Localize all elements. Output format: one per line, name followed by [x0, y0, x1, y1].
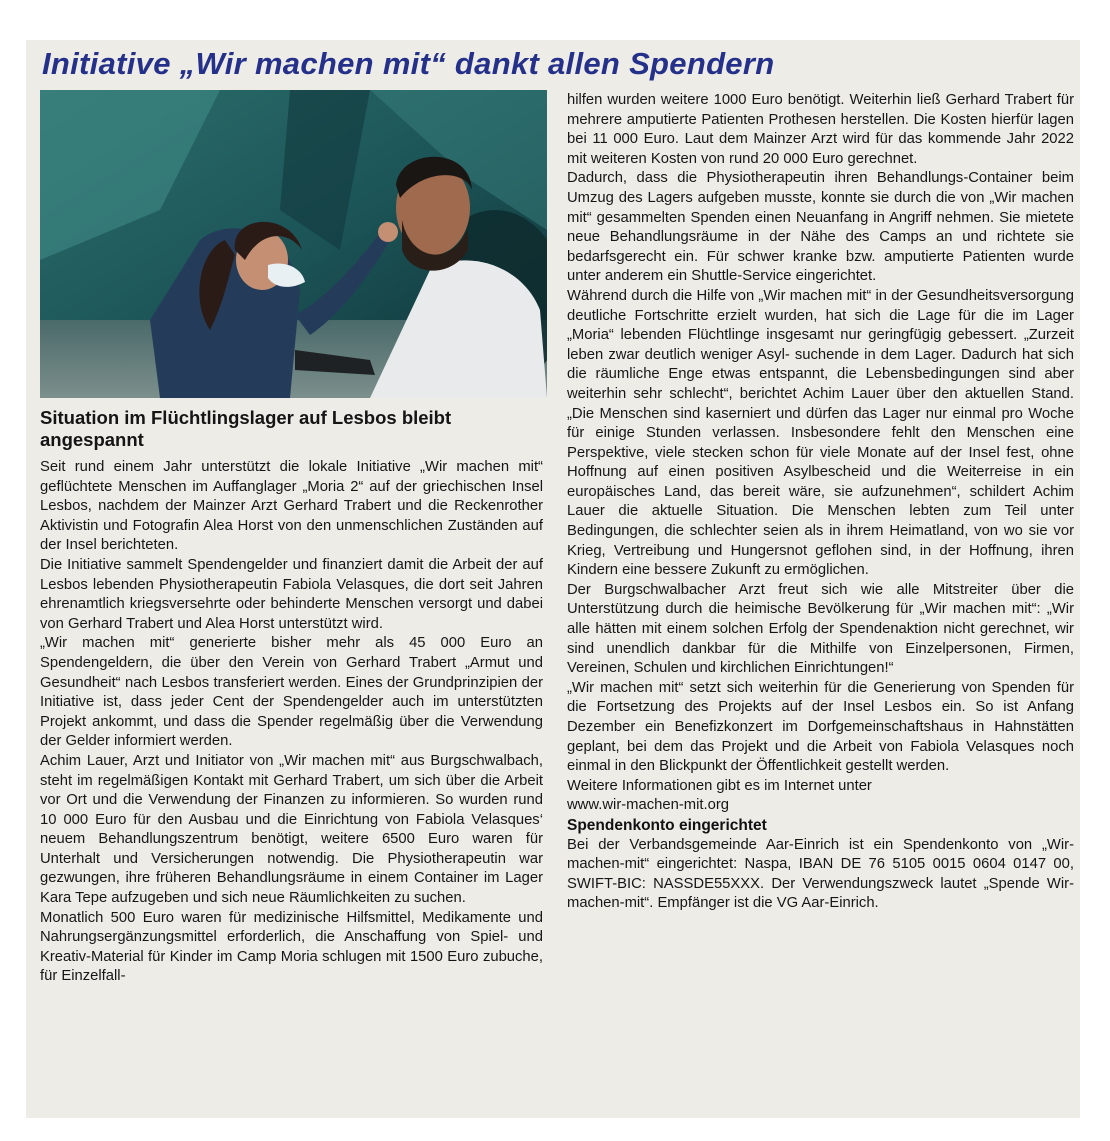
paragraph: Dadurch, dass die Physiotherapeutin ihren Behandlungs-Container beim Umzug des Lagers aufgeben musste, konnte sie durch die von „Wir machen mit“ gesammelten Spenden einen Neuanfang in Angriff nehmen. Sie mietete neue Behandlungsräume in der Nähe des Camps an und richtete sie bedarfsgerecht ein. Für schwer kranke bzw. amputierte Patienten wurde unter anderem ein Shuttle-Service eingerichtet.: [567, 170, 1074, 285]
paragraph: Seit rund einem Jahr unterstützt die lokale Initiative „Wir machen mit“ geflüchtete Menschen im Auffanglager „Moria 2“ auf der griechischen Insel Lesbos, nachdem der Mainzer Arzt Gerhard Trabert und die Reckenrother Aktivistin und Fotografin Alea Horst von den unmenschlichen Zuständen auf der Insel berichteten.: [40, 459, 543, 554]
website-url: www.wir-machen-mit.org: [567, 797, 729, 814]
paragraph: Achim Lauer, Arzt und Initiator von „Wir machen mit“ aus Burgschwalbach, steht im regelmäßigen Kontakt mit Gerhard Trabert, um sich über die Arbeit vor Ort und die Verwendung der Finanzen zu informieren. So wurden rund 10 000 Euro für den Ausbau und die Einrichtung von Fabiola Velasques‘ neuem Behandlungszentrum benötigt, weitere 6500 Euro waren für Unterhalt und Versicherungen notwendig. Die Physiotherapeutin war gezwungen, ihre früheren Behandlungsräume in einem Container im Lager Kara Tepe aufzugeben und sich neue Räumlichkeiten zu suchen.: [40, 752, 543, 907]
paragraph: Weitere Informationen gibt es im Internet unter: [567, 777, 872, 794]
paragraph: Monatlich 500 Euro waren für medizinische Hilfsmittel, Medikamente und Nahrungsergänzungsmittel erforderlich, die Anschaffung von Spiel- und Kreativ-Material für Kinder im Camp Moria schlugen mit 1500 Euro zubuche, für Einzelfall-: [40, 909, 543, 985]
paragraph: Während durch die Hilfe von „Wir machen mit“ in der Gesundheitsversorgung deutliche Fortschritte erzielt wurden, hat sich die Lage für die im Lager „Moria“ lebenden Flüchtlinge insgesamt nur geringfügig gebessert. „Zurzeit leben zwar deutlich weniger Asyl- suchende in dem Lager. Dadurch hat sich die räumliche Enge etwas entspannt, die Lebensbedingungen sind aber weiterhin sehr schlecht“, berichtet Achim Lauer über den aktuellen Stand. „Die Menschen sind kaserniert und dürfen das Lager nur einmal pro Woche für einige Stunden verlassen. Insbesondere fehlt den Menschen eine Perspektive, viele stecken schon für viele Monate auf der Insel fest, ohne Hoffnung auf einen positiven Asylbescheid und die Weiterreise in ein europäisches Land, das bereit wäre, sie aufzunehmen“, schildert Achim Lauer die aktuelle Situation. Die Menschen lebten zum Teil unter Bedingungen, die schlechter seien als in ihrem Heimatland, von wo sie vor Krieg, Vertreibung und Hungersnot geflohen sind, in der Hoffnung, ihren Kindern eine bessere Zukunft zu ermöglichen.: [567, 287, 1074, 579]
article-column-left: [40, 458, 543, 987]
donation-account-heading: Spendenkonto eingerichtet: [567, 816, 767, 834]
article-subheadline: Situation im Flüchtlingslager auf Lesbos bleibt angespannt: [40, 407, 452, 450]
paragraph: Der Burgschwalbacher Arzt freut sich wie alle Mitstreiter über die Unterstützung durch die heimische Bevölkerung für „Wir machen mit“: „Wir alle hätten mit einem solchen Erfolg der Spendenaktion nicht gerechnet, wir sind unendlich dankbar für die Mithilfe von Einzelpersonen, Firmen, Vereinen, Schulen und kirchlichen Einrichtungen!“: [567, 581, 1074, 677]
paragraph: Bei der Verbandsgemeinde Aar-Einrich ist ein Spendenkonto von „Wir-machen-mit“ eingerichtet: Naspa, IBAN DE 76 5105 0015 0604 0147 00, SWIFT-BIC: NASSDE55XXX. Der Verwendungszweck lautet „Spende Wir-machen-mit“. Empfänger ist die VG Aar-Einrich.: [567, 836, 1074, 912]
article-photo: [40, 90, 547, 398]
article-column-right: [567, 91, 1074, 914]
article-headline: Initiative „Wir machen mit“ dankt allen Spendern: [42, 46, 775, 81]
paragraph: hilfen wurden weitere 1000 Euro benötigt. Weiterhin ließ Gerhard Trabert für mehrere amputierte Patienten Prothesen herstellen. Die Kosten hierfür lagen bei 11 000 Euro. Laut dem Mainzer Arzt wird für das kommende Jahr 2022 mit weiteren Kosten von rund 20 000 Euro gerechnet.: [567, 92, 1074, 167]
paragraph: Die Initiative sammelt Spendengelder und finanziert damit die Arbeit der auf Lesbos lebenden Physiotherapeutin Fabiola Velasques, die dort seit Jahren ehrenamtlich kriegsversehrte oder behinderte Menschen versorgt und dabei von Gerhard Trabert und Alea Horst unterstützt wird.: [40, 556, 543, 632]
photo-illustration: [40, 90, 547, 398]
paragraph: „Wir machen mit“ setzt sich weiterhin für die Generierung von Spenden für die Fortsetzung des Projekts auf der Insel Lesbos ein. So ist Anfang Dezember ein Benefizkonzert im Dorfgemeinschaftshaus in Hahnstätten geplant, bei dem das Projekt und die Arbeit von Fabiola Velasques noch einmal in den Blickpunkt der Öffentlichkeit gestellt werden.: [567, 679, 1074, 775]
paragraph: „Wir machen mit“ generierte bisher mehr als 45 000 Euro an Spendengeldern, die über den Verein von Gerhard Trabert „Armut und Gesundheit“ nach Lesbos transferiert werden. Eines der Grundprinzipien der Initiative ist, dass jeder Cent der Spendengelder auch im unterstützten Projekt ankommt, und dass die Spender regelmäßig über die Verwendung der Gelder informiert werden.: [40, 635, 543, 750]
